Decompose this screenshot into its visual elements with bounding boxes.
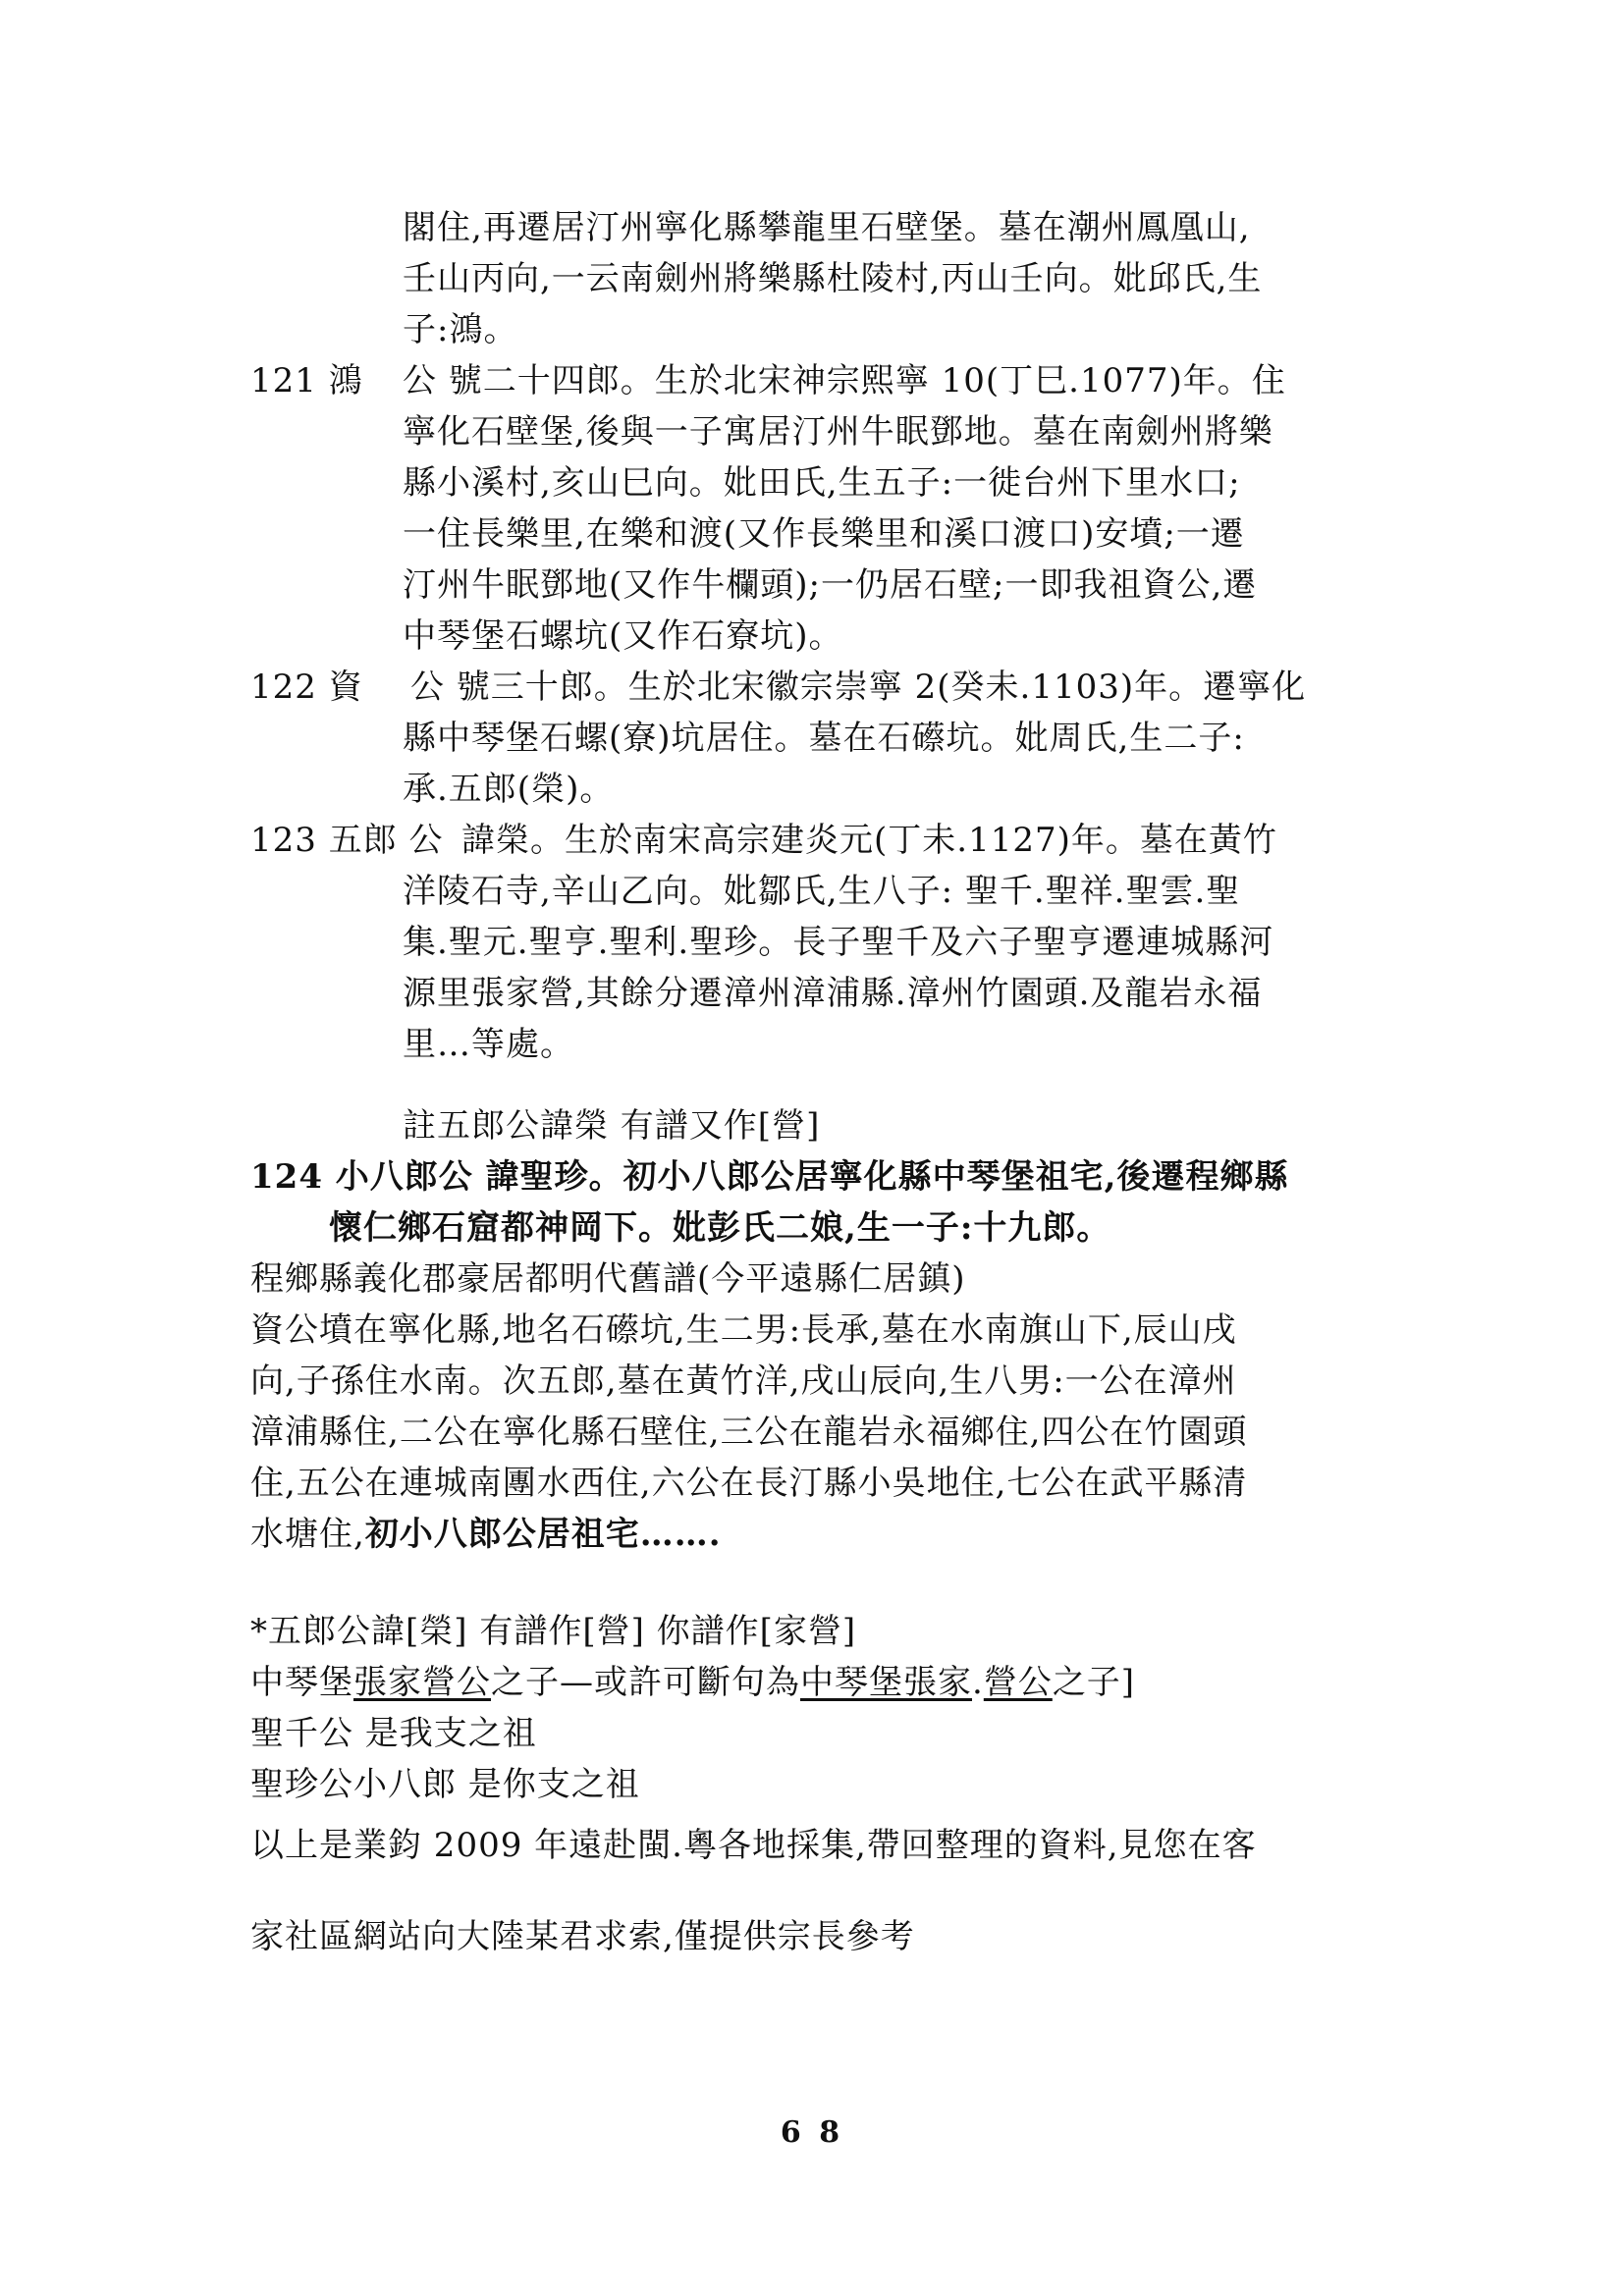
text-line: 縣小溪村,亥山巳向。妣田氏,生五子:一徙台州下里水口; — [403, 463, 1241, 503]
text-line — [250, 1510, 722, 1559]
bold-span: 初小八郎公居祖宅……. — [364, 1515, 722, 1554]
text-line: 住,五公在連城南團水西住,六公在長汀縣小吳地住,七公在武平縣清 — [250, 1464, 1248, 1503]
page-number: 6 8 — [780, 2115, 844, 2150]
text-line: 汀州牛眠鄧地(又作牛欄頭);一仍居石壁;一即我祖資公,遷 — [403, 565, 1258, 605]
entry-124-line: 124 小八郎公 諱聖珍。初小八郎公居寧化縣中琴堡祖宅,後遷程鄉縣 — [250, 1157, 1289, 1197]
entry-124-line: 懷仁鄉石窟都神岡下。妣彭氏二娘,生一子:十九郎。 — [329, 1208, 1111, 1248]
entry-label-121: 121 鴻 — [250, 361, 363, 400]
remark-line: *五郎公諱[榮] 有譜作[營] 你譜作[家營] — [250, 1612, 857, 1651]
text-line: 公 號三十郎。生於北宋徽宗崇寧 2(癸未.1103)年。遷寧化 — [410, 667, 1307, 707]
text-span: 之子—或許可斷句為 — [491, 1663, 800, 1702]
text-span: 水塘住, — [250, 1515, 365, 1554]
text-line: 中琴堡石螺坑(又作石寮坑)。 — [403, 616, 843, 656]
remark-line — [250, 1658, 1135, 1707]
text-line: 公 號二十四郎。生於北宋神宗熙寧 10(丁巳.1077)年。住 — [403, 361, 1286, 400]
underlined-span: 營公 — [983, 1663, 1053, 1702]
text-line: 洋陵石寺,辛山乙向。妣鄒氏,生八子: 聖千.聖祥.聖雲.聖 — [403, 872, 1241, 911]
text-line: 閣住,再遷居汀州寧化縣攀龍里石壁堡。墓在潮州鳳凰山, — [403, 208, 1251, 247]
text-line: 里…等處。 — [403, 1025, 574, 1064]
text-line: 源里張家營,其餘分遷漳州漳浦縣.漳州竹園頭.及龍岩永福 — [403, 974, 1263, 1013]
text-line: 壬山丙向,一云南劍州將樂縣杜陵村,丙山壬向。妣邱氏,生 — [403, 259, 1263, 298]
underlined-span: 中琴堡張家 — [800, 1663, 972, 1702]
text-line: 向,子孫住水南。次五郎,墓在黃竹洋,戌山辰向,生八男:一公在漳州 — [250, 1362, 1237, 1401]
text-span: . — [972, 1663, 984, 1702]
note-line: 註五郎公諱榮 有譜又作[營] — [403, 1106, 821, 1146]
text-line: 資公墳在寧化縣,地名石礤坑,生二男:長承,墓在水南旗山下,辰山戌 — [250, 1310, 1237, 1350]
text-span: 中琴堡 — [250, 1663, 353, 1702]
text-line: 一住長樂里,在樂和渡(又作長樂里和溪口渡口)安墳;一遷 — [403, 514, 1245, 554]
remark-line: 聖珍公小八郎 是你支之祖 — [250, 1765, 640, 1804]
text-line: 承.五郎(榮)。 — [403, 770, 615, 809]
text-line: 寧化石壁堡,後與一子寓居汀州牛眠鄧地。墓在南劍州將樂 — [403, 412, 1273, 452]
text-span: 之子] — [1052, 1663, 1136, 1702]
text-line: 子:鴻。 — [403, 310, 518, 349]
closing-line: 以上是業鈞 2009 年遠赴閩.粵各地採集,帶回整理的資料,見您在客 — [250, 1826, 1257, 1865]
entry-label-122: 122 資 — [250, 667, 363, 707]
closing-line: 家社區網站向大陸某君求索,僅提供宗長參考 — [250, 1917, 915, 1956]
text-line: 諱榮。生於南宋高宗建炎元(丁未.1127)年。墓在黃竹 — [461, 821, 1277, 860]
text-line: 集.聖元.聖亨.聖利.聖珍。長子聖千及六子聖亨遷連城縣河 — [403, 923, 1274, 962]
entry-label-123: 123 五郎 公 — [250, 821, 444, 860]
remark-line: 聖千公 是我支之祖 — [250, 1714, 537, 1753]
underlined-span: 張家營公 — [353, 1663, 491, 1702]
text-line: 縣中琴堡石螺(寮)坑居住。墓在石礤坑。妣周氏,生二子: — [403, 719, 1245, 758]
text-line: 漳浦縣住,二公在寧化縣石壁住,三公在龍岩永福鄉住,四公在竹園頭 — [250, 1413, 1248, 1452]
source-title: 程鄉縣義化郡豪居都明代舊譜(今平遠縣仁居鎮) — [250, 1259, 966, 1299]
